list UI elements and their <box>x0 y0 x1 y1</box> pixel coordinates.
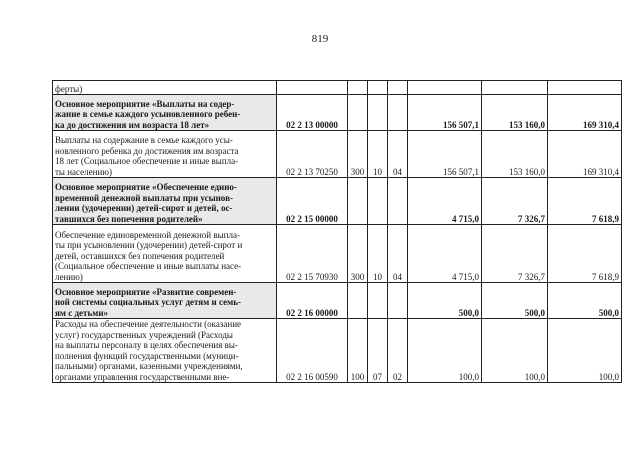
amount-year-1: 4 715,0 <box>408 178 482 225</box>
budget-code: 02 2 13 00000 <box>277 95 348 131</box>
description-line: услуг) государственных учреждений (Расходы <box>55 329 233 340</box>
amount-year-1 <box>408 81 482 95</box>
description-line: Основное мероприятие «Выплаты на содер- <box>55 98 235 109</box>
subsection-code <box>388 283 408 319</box>
subsection-code: 02 <box>388 319 408 383</box>
amount-year-1: 156 507,1 <box>408 95 482 131</box>
budget-table <box>52 80 622 383</box>
description-line: 18 лет (Социальное обеспечение и иные выпла- <box>55 156 239 166</box>
subsection-code <box>388 81 408 95</box>
section-code: 07 <box>368 319 388 383</box>
continuation-row <box>53 81 622 95</box>
main-activity-row <box>53 283 622 319</box>
amount-year-3 <box>548 81 622 95</box>
description-line: полнения функций государственными (муници- <box>55 350 239 361</box>
subsection-code <box>388 178 408 225</box>
amount-year-2: 153 160,0 <box>482 131 548 178</box>
amount-year-3: 169 310,4 <box>548 131 622 178</box>
description-line: временной денежной выплаты при усынов- <box>55 192 233 203</box>
amount-year-3: 169 310,4 <box>548 95 622 131</box>
budget-code <box>277 81 348 95</box>
description-line: ям с детьми» <box>55 307 109 318</box>
description-line: (Социальное обеспечение и иные выплаты насе- <box>55 261 242 271</box>
row-description <box>53 131 277 178</box>
expense-type-code <box>348 283 368 319</box>
amount-year-2: 7 326,7 <box>482 225 548 283</box>
expense-type-code <box>348 81 368 95</box>
description-line: органами управления государственными вне- <box>55 371 230 382</box>
description-line: ты населению) <box>55 166 112 177</box>
expense-row <box>53 225 622 283</box>
main-activity-row <box>53 95 622 131</box>
description-line: Выплаты на содержание в семье каждого усы- <box>55 135 233 145</box>
expense-type-code <box>348 178 368 225</box>
amount-year-3: 7 618,9 <box>548 225 622 283</box>
row-description <box>53 225 277 283</box>
description-line: лении (удочерении) детей-сирот и детей, ос- <box>55 203 233 213</box>
budget-code: 02 2 15 00000 <box>277 178 348 225</box>
budget-code: 02 2 13 70250 <box>277 131 348 178</box>
budget-code: 02 2 16 00000 <box>277 283 348 319</box>
amount-year-2: 153 160,0 <box>482 95 548 131</box>
expense-type-code <box>348 95 368 131</box>
main-activity-row <box>53 178 622 225</box>
amount-year-1: 156 507,1 <box>408 131 482 178</box>
row-description <box>53 81 277 95</box>
amount-year-3: 7 618,9 <box>548 178 622 225</box>
expense-type-code: 300 <box>348 131 368 178</box>
budget-code: 02 2 15 70930 <box>277 225 348 283</box>
amount-year-2 <box>482 81 548 95</box>
subsection-code: 04 <box>388 131 408 178</box>
description-line: лению) <box>55 271 83 282</box>
description-line: тавшихся без попечения родителей» <box>55 213 203 224</box>
amount-year-2: 7 326,7 <box>482 178 548 225</box>
amount-year-2: 100,0 <box>482 319 548 383</box>
expense-row <box>53 131 622 178</box>
section-code: 10 <box>368 131 388 178</box>
section-code <box>368 81 388 95</box>
description-line: Расходы на обеспечение деятельности (оказание <box>55 319 242 329</box>
section-code <box>368 95 388 131</box>
section-code <box>368 178 388 225</box>
row-description <box>53 319 277 383</box>
description-line: ной системы социальных услуг детям и семь- <box>55 297 241 307</box>
amount-year-2: 500,0 <box>482 283 548 319</box>
description-line: ты при усыновлении (удочерении) детей-сирот и <box>55 240 243 250</box>
amount-year-3: 100,0 <box>548 319 622 383</box>
row-description <box>53 283 277 319</box>
description-line: ферты) <box>55 83 83 94</box>
description-line: Обеспечение единовременной денежной выпла- <box>55 229 240 240</box>
amount-year-1: 100,0 <box>408 319 482 383</box>
expense-type-code: 100 <box>348 319 368 383</box>
expense-row <box>53 319 622 383</box>
description-line: Основное мероприятие «Обеспечение едино- <box>55 182 237 192</box>
subsection-code <box>388 95 408 131</box>
row-description <box>53 178 277 225</box>
description-line: на выплаты персоналу в целях обеспечения вы- <box>55 340 238 350</box>
amount-year-1: 4 715,0 <box>408 225 482 283</box>
description-line: Основное мероприятие «Развитие современ- <box>55 286 237 297</box>
amount-year-3: 500,0 <box>548 283 622 319</box>
description-line: жание в семье каждого усыновленного ребен- <box>55 109 241 119</box>
budget-code: 02 2 16 00590 <box>277 319 348 383</box>
section-code <box>368 283 388 319</box>
description-line: ка до достижения им возраста 18 лет» <box>55 119 210 130</box>
description-line: пальными) органами, казенными учреждениями, <box>55 361 243 371</box>
description-line: новленного ребенка до достижения им возраста <box>55 145 239 156</box>
description-line: детей, оставшихся без попечения родителей <box>55 250 225 261</box>
subsection-code: 04 <box>388 225 408 283</box>
expense-type-code: 300 <box>348 225 368 283</box>
amount-year-1: 500,0 <box>408 283 482 319</box>
page-number: 819 <box>311 33 329 45</box>
section-code: 10 <box>368 225 388 283</box>
row-description <box>53 95 277 131</box>
